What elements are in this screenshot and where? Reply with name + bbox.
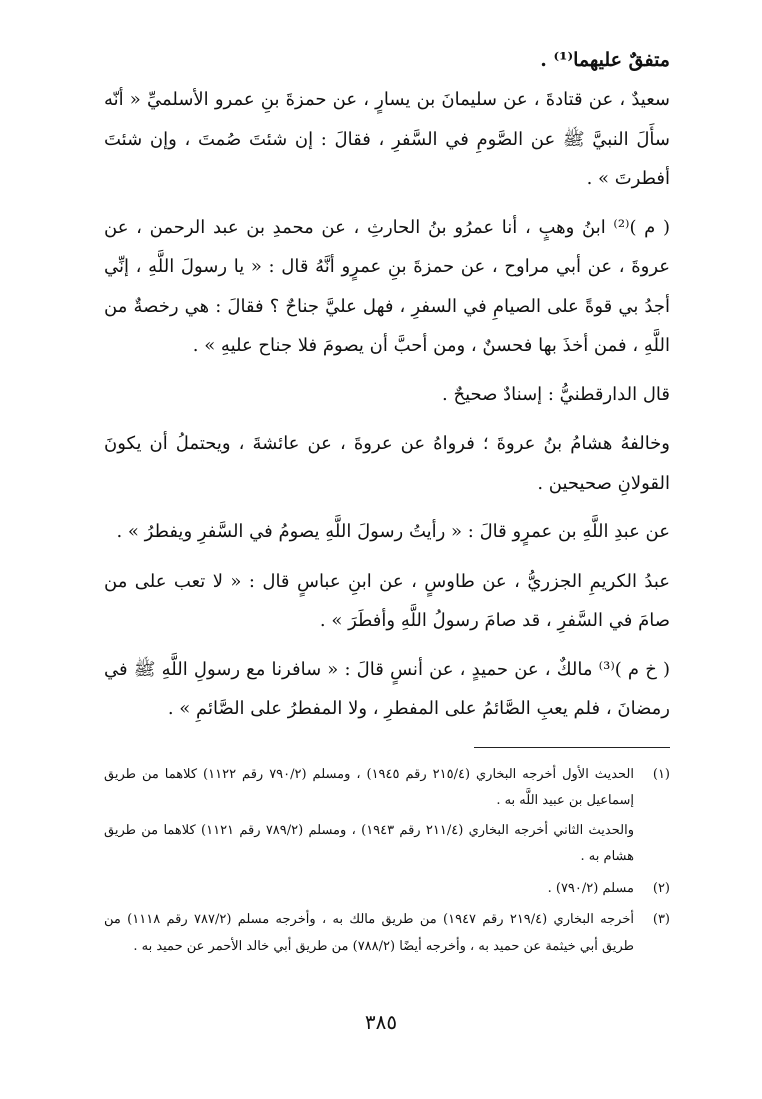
paragraph-5: عن عبدِ اللَّهِ بن عمرٍو قالَ : « رأيتُ رسولَ اللَّهِ يصومُ في السَّفرِ ويفطرُ » . bbox=[116, 521, 670, 542]
paragraph-3: قال الدارقطنيُّ : إسنادٌ صحيحٌ . bbox=[442, 383, 670, 405]
paragraph-4: وخالفهُ هشامُ بنُ عروةَ ؛ فرواهُ عن عروةَ ، عن عائشةَ ، ويحتملُ أن يكونَ القولانِ صحيحين . bbox=[104, 433, 670, 494]
main-text bbox=[104, 80, 670, 729]
footnote-number: (١) bbox=[652, 766, 670, 782]
footnote-continuation: والحديث الثاني أخرجه البخاري (٢١١/٤ رقم ١٩٤٣) ، ومسلم (٧٨٩/٢ رقم ١١٢١) كلاهما من طريق هشام به . bbox=[104, 822, 634, 864]
heading-line: متفقٌ عليهما⁽¹⁾ . bbox=[540, 49, 670, 71]
footnote-number: (٢) bbox=[652, 880, 670, 896]
page-number: ٣٨٥ bbox=[364, 1010, 398, 1034]
footnote-text: أخرجه البخاري (٢١٩/٤ رقم ١٩٤٧) من طريق مالك به ، وأخرجه مسلم (٧٨٧/٢ رقم ١١١٨) من طريق أبي خيثمة عن حميد به ، وأخرجه أيضًا (٧٨٨/٢) من طريق أبي خالد الأحمر عن حميد به . bbox=[104, 912, 634, 954]
paragraph-6: عبدُ الكريمِ الجزريُّ ، عن طاوسٍ ، عن ابنِ عباسٍ قال : « لا تعب على من صامَ في السَّفرِ ، قد صامَ رسولُ اللَّهِ وأفطَرَ » . bbox=[104, 570, 670, 631]
footnote-number: (٣) bbox=[652, 912, 670, 927]
footnote-text: مسلم (٧٩٠/٢) . bbox=[547, 880, 634, 896]
footnotes bbox=[104, 762, 670, 961]
footnote-2 bbox=[104, 876, 670, 903]
footnote-text: الحديث الأول أخرجه البخاري (٢١٥/٤ رقم ١٩٤٥) ، ومسلم (٧٩٠/٢ رقم ١١٢٢) كلاهما من طريق إسماعيل بن عبيد اللَّه به . bbox=[104, 766, 634, 808]
paragraph-7: ( خ م )⁽³⁾ مالكٌ ، عن حميدٍ ، عن أنسٍ قالَ : « سافرنا مع رسولِ اللَّهِ ﷺ في رمضانَ ، فلم يعبِ الصَّائمُ على المفطرِ ، ولا المفطرُ على الصَّائمِ » . bbox=[104, 658, 670, 719]
footnote-1 bbox=[104, 762, 670, 871]
footnote-3 bbox=[104, 907, 670, 960]
paragraph-2: ( م )⁽²⁾ ابنُ وهبٍ ، أنا عمرُو بنُ الحارثِ ، عن محمدِ بن عبد الرحمن ، عن عروةَ ، عن أبي مراوح ، عن حمزةَ بنِ عمرٍو أنَّهُ قال : « يا رسولَ اللَّهِ ، إنِّي أجدُ بي قوةً على الصيامِ في السفرِ ، فهل عليَّ جناحٌ ؟ فقالَ : هي رخصةٌ من اللَّهِ ، فمن أخذَ بها فحسنٌ ، ومن أحبَّ أن يصومَ فلا جناح عليهِ » . bbox=[104, 216, 671, 356]
footnote-separator bbox=[474, 747, 670, 748]
paragraph-1: سعيدٌ ، عن قتادةَ ، عن سليمانَ بن يسارٍ ، عن حمزةَ بنِ عمرو الأسلميِّ « أنّه سأَلَ النبيَّ ﷺ عن الصَّومِ في السَّفرِ ، فقالَ : إن شئتَ صُمتَ ، وإن شئتَ أفطرتَ » . bbox=[104, 89, 670, 189]
